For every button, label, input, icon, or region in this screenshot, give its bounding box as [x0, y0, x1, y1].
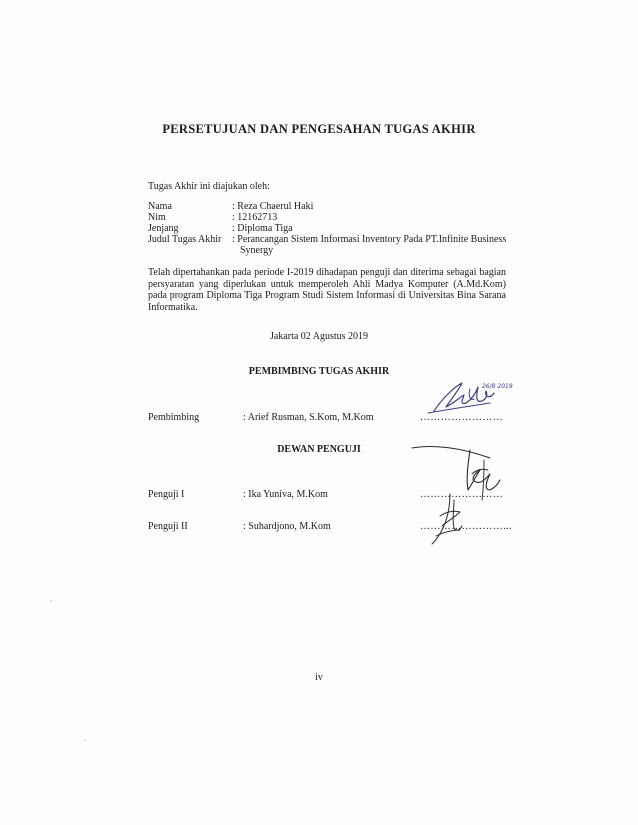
page-number: iv — [315, 672, 323, 683]
scan-speck — [84, 740, 86, 741]
approval-paragraph: Telah dipertahankan pada periode I-2019 dihadapan penguji dan diterima sebagai bagian persyaratan yang diperlukan untuk memperoleh Ahli Madya Komputer (A.Md.Kom) pada program Diploma Tiga Program Studi Sistem Informasi di Universitas Bina Sarana Informatika. — [148, 267, 506, 313]
field-label: Judul Tugas Akhir — [148, 234, 222, 245]
field-label: Nama — [148, 201, 172, 212]
field-value: : Diploma Tiga — [232, 223, 293, 234]
field-value: : Reza Chaerul Haki — [232, 201, 314, 212]
supervisor-signature-line: …………………… — [420, 412, 504, 423]
examiner-2-signature-line: ……………………... — [420, 521, 512, 532]
signing-date: Jakarta 02 Agustus 2019 — [269, 331, 369, 342]
examiner-2-label: Penguji II — [148, 521, 188, 532]
examiners-heading: DEWAN PENGUJI — [277, 444, 361, 455]
field-label: Jenjang — [148, 223, 179, 234]
supervisor-signature-image — [420, 377, 515, 417]
examiner-2-signature-image — [420, 490, 480, 550]
field-value: : 12162713 — [232, 212, 278, 223]
field-label: Nim — [148, 212, 166, 223]
intro-text: Tugas Akhir ini diajukan oleh: — [148, 181, 270, 192]
field-value-continued: Synergy — [240, 245, 274, 256]
examiner-2-name: : Suhardjono, M.Kom — [243, 521, 331, 532]
scan-speck — [50, 600, 52, 601]
examiner-1-label: Penguji I — [148, 489, 185, 500]
examiner-1-signature-line: …………………… — [420, 489, 504, 500]
supervisor-label: Pembimbing — [148, 412, 200, 423]
examiner-1-name: : Ika Yuniva, M.Kom — [243, 489, 328, 500]
supervisor-heading: PEMBIMBING TUGAS AKHIR — [248, 366, 390, 377]
signature-date-note: 26/8 2019 — [482, 383, 513, 390]
supervisor-name: : Arief Rusman, S.Kom, M.Kom — [243, 412, 374, 423]
field-value: : Perancangan Sistem Informasi Inventory Pada PT.Infinite Business — [232, 234, 507, 245]
document-title: PERSETUJUAN DAN PENGESAHAN TUGAS AKHIR — [162, 122, 476, 136]
